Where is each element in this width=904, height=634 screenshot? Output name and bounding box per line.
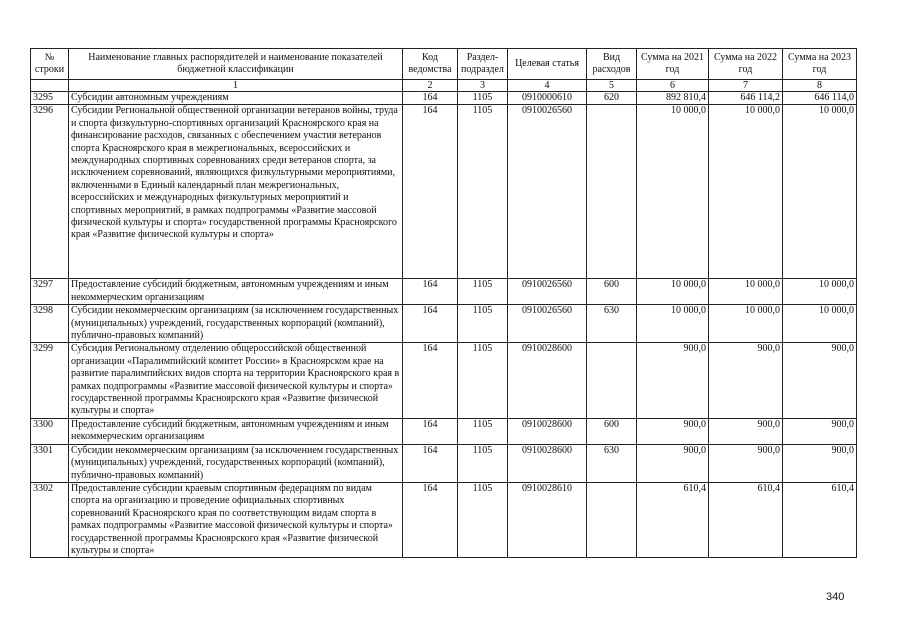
row-department-code: 164 [403,305,458,343]
row-sum-2023: 10 000,0 [783,305,857,343]
header-sum-2023: Сумма на 2023 год [783,49,857,80]
row-sum-2022: 900,0 [709,343,783,418]
row-sum-2021: 900,0 [637,444,709,482]
row-section: 1105 [458,482,508,557]
row-expense-type [587,482,637,557]
row-sum-2023: 10 000,0 [783,279,857,305]
row-number: 3296 [31,105,69,279]
row-section: 1105 [458,92,508,105]
row-expense-type [587,343,637,418]
row-section: 1105 [458,279,508,305]
row-expense-type: 630 [587,305,637,343]
column-number-row [31,80,857,92]
row-department-code: 164 [403,482,458,557]
row-sum-2022: 610,4 [709,482,783,557]
row-sum-2022: 10 000,0 [709,305,783,343]
row-target-item: 0910026560 [508,105,587,279]
row-sum-2022: 646 114,2 [709,92,783,105]
row-sum-2021: 10 000,0 [637,105,709,279]
row-department-code: 164 [403,418,458,444]
row-target-item: 0910028600 [508,418,587,444]
column-number: 7 [709,80,783,92]
row-number: 3301 [31,444,69,482]
row-number: 3298 [31,305,69,343]
column-number: 4 [508,80,587,92]
row-sum-2021: 900,0 [637,343,709,418]
budget-table [30,48,857,558]
table-row [31,105,857,279]
row-expense-type [587,105,637,279]
row-expense-type: 620 [587,92,637,105]
row-sum-2022: 10 000,0 [709,279,783,305]
header-row-number: № строки [31,49,69,80]
row-name: Субсидии некоммерческим организациям (за исключением государственных (муниципальных) учреждений, государственных корпораций (компаний), публично-правовых компаний) [69,305,403,343]
row-department-code: 164 [403,279,458,305]
row-sum-2023: 900,0 [783,444,857,482]
row-department-code: 164 [403,92,458,105]
row-section: 1105 [458,105,508,279]
row-section: 1105 [458,343,508,418]
row-sum-2023: 10 000,0 [783,105,857,279]
column-number: 1 [69,80,403,92]
row-section: 1105 [458,305,508,343]
row-expense-type: 630 [587,444,637,482]
row-department-code: 164 [403,343,458,418]
table-row [31,305,857,343]
row-sum-2021: 900,0 [637,418,709,444]
row-target-item: 0910028600 [508,444,587,482]
header-name: Наименование главных распорядителей и наименование показателей бюджетной классификации [69,49,403,80]
row-sum-2021: 10 000,0 [637,279,709,305]
row-expense-type: 600 [587,418,637,444]
row-target-item: 0910026560 [508,279,587,305]
row-name: Субсидии Региональной общественной организации ветеранов войны, труда и спорта физкультурно-спортивных организаций Красноярского края на финансирование расходов, связанных с обеспечением участия ветеранов спорта Красноярского края в межрегиональных, всероссийских и международных спортивных соревнованиях среди ветеранов спорта, за исключением соревнований, являющихся физкультурными мероприятиями, включенными в Единый календарный план межрегиональных, всероссийских и международных физкультурных мероприятий и спортивных мероприятий, в рамках подпрограммы «Развитие массовой физической культуры и спорта» государственной программы Красноярского края «Развитие физической культуры и спорта» [69,105,403,279]
row-name: Субсидии автономным учреждениям [69,92,403,105]
table-row [31,343,857,418]
row-sum-2023: 900,0 [783,343,857,418]
row-name: Субсидия Региональному отделению общероссийской общественной организации «Паралимпийский комитет России» в Красноярском крае на развитие паралимпийских видов спорта на территории Красноярского края в рамках подпрограммы «Развитие массовой физической культуры и спорта» государственной программы Красноярского края «Развитие физической культуры и спорта» [69,343,403,418]
row-number: 3299 [31,343,69,418]
row-number: 3297 [31,279,69,305]
column-number: 6 [637,80,709,92]
row-name: Субсидии некоммерческим организациям (за исключением государственных (муниципальных) учреждений, государственных корпораций (компаний), публично-правовых компаний) [69,444,403,482]
header-target-item: Целевая статья [508,49,587,80]
row-department-code: 164 [403,105,458,279]
row-sum-2022: 900,0 [709,418,783,444]
table-row [31,444,857,482]
row-sum-2023: 900,0 [783,418,857,444]
row-number: 3295 [31,92,69,105]
column-number: 8 [783,80,857,92]
column-number: 2 [403,80,458,92]
table-row [31,279,857,305]
row-sum-2022: 900,0 [709,444,783,482]
table-row [31,418,857,444]
page-number: 340 [826,591,845,603]
row-sum-2021: 610,4 [637,482,709,557]
row-target-item: 0910028600 [508,343,587,418]
row-name: Предоставление субсидий бюджетным, автономным учреждениям и иным некоммерческим организациям [69,418,403,444]
header-expense-type: Вид расходов [587,49,637,80]
row-department-code: 164 [403,444,458,482]
row-section: 1105 [458,418,508,444]
row-target-item: 0910028610 [508,482,587,557]
column-number: 5 [587,80,637,92]
row-expense-type: 600 [587,279,637,305]
budget-table-sheet [30,48,856,558]
row-number: 3300 [31,418,69,444]
header-row [31,49,857,80]
header-department-code: Код ведомства [403,49,458,80]
row-sum-2023: 646 114,0 [783,92,857,105]
row-sum-2023: 610,4 [783,482,857,557]
column-number-blank [31,80,69,92]
header-sum-2021: Сумма на 2021 год [637,49,709,80]
header-sum-2022: Сумма на 2022 год [709,49,783,80]
table-row [31,92,857,105]
row-target-item: 0910000610 [508,92,587,105]
row-number: 3302 [31,482,69,557]
row-sum-2021: 10 000,0 [637,305,709,343]
row-sum-2022: 10 000,0 [709,105,783,279]
row-name: Предоставление субсидии краевым спортивным федерациям по видам спорта на организацию и проведение официальных спортивных соревнований Красноярского края по соответствующим видам спорта в рамках подпрограммы «Развитие массовой физической культуры и спорта» государственной программы Красноярского края «Развитие физической культуры и спорта» [69,482,403,557]
row-name: Предоставление субсидий бюджетным, автономным учреждениям и иным некоммерческим организациям [69,279,403,305]
table-row [31,482,857,557]
row-section: 1105 [458,444,508,482]
column-number: 3 [458,80,508,92]
header-section: Раздел-подраздел [458,49,508,80]
row-sum-2021: 892 810,4 [637,92,709,105]
row-target-item: 0910026560 [508,305,587,343]
